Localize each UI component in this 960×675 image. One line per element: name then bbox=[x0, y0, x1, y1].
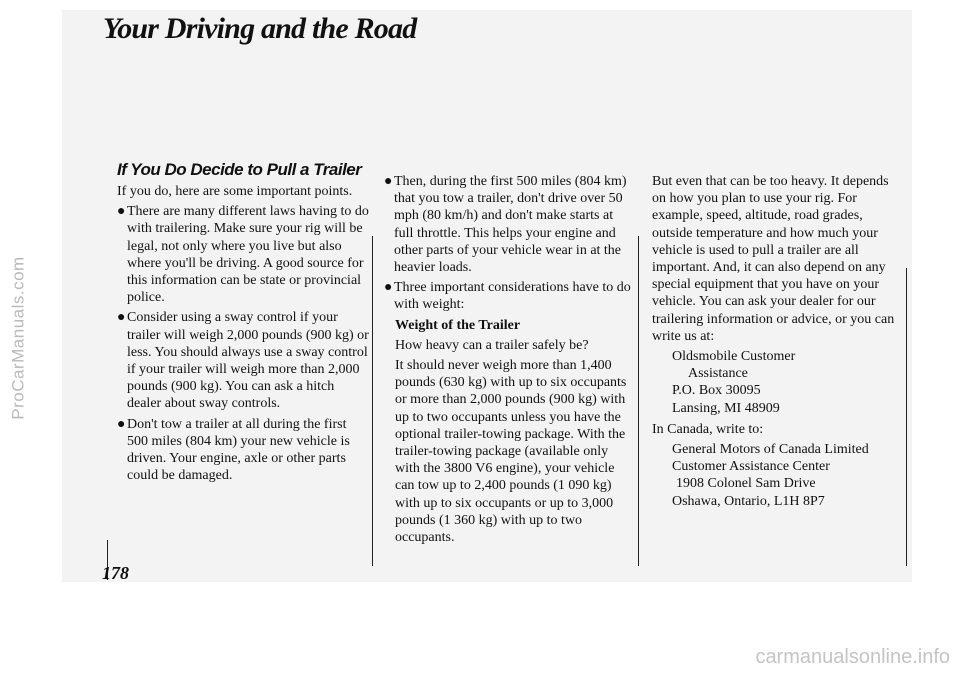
bullet-item bbox=[117, 416, 369, 485]
page-number: 178 bbox=[102, 563, 129, 583]
chapter-title: Your Driving and the Road bbox=[103, 12, 417, 45]
bullet-item bbox=[384, 279, 634, 313]
section-heading: If You Do Decide to Pull a Trailer bbox=[117, 160, 362, 179]
bullet-text: Then, during the first 500 miles (804 km) that you tow a trailer, don't drive over 50 mph (80 km/h) and don't make starts at full throttle. This helps your engine and other parts of your vehicle wear in at the heavier loads. bbox=[394, 174, 627, 276]
canada-address bbox=[652, 441, 900, 510]
address-line: 1908 Colonel Sam Drive bbox=[676, 476, 816, 492]
bullet-text: Consider using a sway control if your trailer will weigh 2,000 pounds (900 kg) or less. You should always use a sway control if your trailer will weigh more than 2,000 pounds (900 kg). You can ask a hitch dealer about sway controls. bbox=[127, 310, 369, 412]
column-2 bbox=[384, 173, 634, 549]
side-watermark bbox=[4, 0, 34, 675]
address-line: Lansing, MI 48909 bbox=[672, 400, 780, 416]
canada-intro: In Canada, write to: bbox=[652, 421, 764, 437]
address-line: Oshawa, Ontario, L1H 8P7 bbox=[672, 493, 825, 509]
address-line: P.O. Box 30095 bbox=[672, 383, 761, 399]
address-line: Oldsmobile Customer bbox=[672, 349, 796, 365]
bullet-icon: ● bbox=[384, 280, 393, 296]
intro-paragraph: If you do, here are some important points. bbox=[117, 184, 353, 199]
bullet-text: Don't tow a trailer at all during the first 500 miles (804 km) your new vehicle is driven. Your engine, axle or other parts could be damaged. bbox=[127, 416, 350, 484]
subsection-heading: Weight of the Trailer bbox=[395, 317, 521, 333]
bullet-item bbox=[117, 203, 369, 306]
bullet-icon: ● bbox=[117, 416, 126, 432]
bullet-item bbox=[384, 173, 634, 276]
side-watermark-text: ProCarManuals.com bbox=[9, 255, 29, 420]
address-line: General Motors of Canada Limited bbox=[672, 442, 869, 458]
us-address bbox=[652, 348, 900, 417]
column-divider bbox=[638, 236, 639, 566]
column-1 bbox=[117, 183, 369, 487]
address-line: Assistance bbox=[688, 366, 748, 382]
weight-paragraph: It should never weigh more than 1,400 pounds (630 kg) with up to six occupants or more than 2,000 pounds (900 kg) with up to two occupants unless you have the optional trailer-towing package. With the trailer-towing package (available only with the 3800 V6 engine), your vehicle can tow up to 2,400 pounds (1 090 kg) with up to six occupants or up to 3,000 pounds (1 360 kg) with up to two occupants. bbox=[395, 358, 627, 546]
question-paragraph: How heavy can a trailer safely be? bbox=[395, 337, 589, 353]
bullet-item bbox=[117, 309, 369, 412]
bottom-watermark: carmanualsonline.info bbox=[755, 646, 950, 668]
bullet-icon: ● bbox=[117, 204, 126, 220]
bullet-icon: ● bbox=[384, 174, 393, 189]
bullet-text: There are many different laws having to do with trailering. Make sure your rig will be legal, not only where you live but also where you'll be driving. A good source for this information can be state or provincial police. bbox=[127, 204, 369, 306]
advice-paragraph: But even that can be too heavy. It depends on how you plan to use your rig. For example, speed, altitude, road grades, outside temperature and how much your vehicle is used to pull a trailer are all important. And, it can also depend on any special equipment that you have on your vehicle. You can ask your dealer for our trailering information or advice, or you can write us at: bbox=[652, 174, 895, 344]
column-divider bbox=[906, 268, 907, 566]
column-divider bbox=[372, 236, 373, 566]
bullet-icon: ● bbox=[117, 310, 126, 326]
column-3 bbox=[652, 173, 900, 514]
address-line: Customer Assistance Center bbox=[672, 459, 830, 475]
bullet-text: Three important considerations have to do with weight: bbox=[394, 280, 631, 313]
